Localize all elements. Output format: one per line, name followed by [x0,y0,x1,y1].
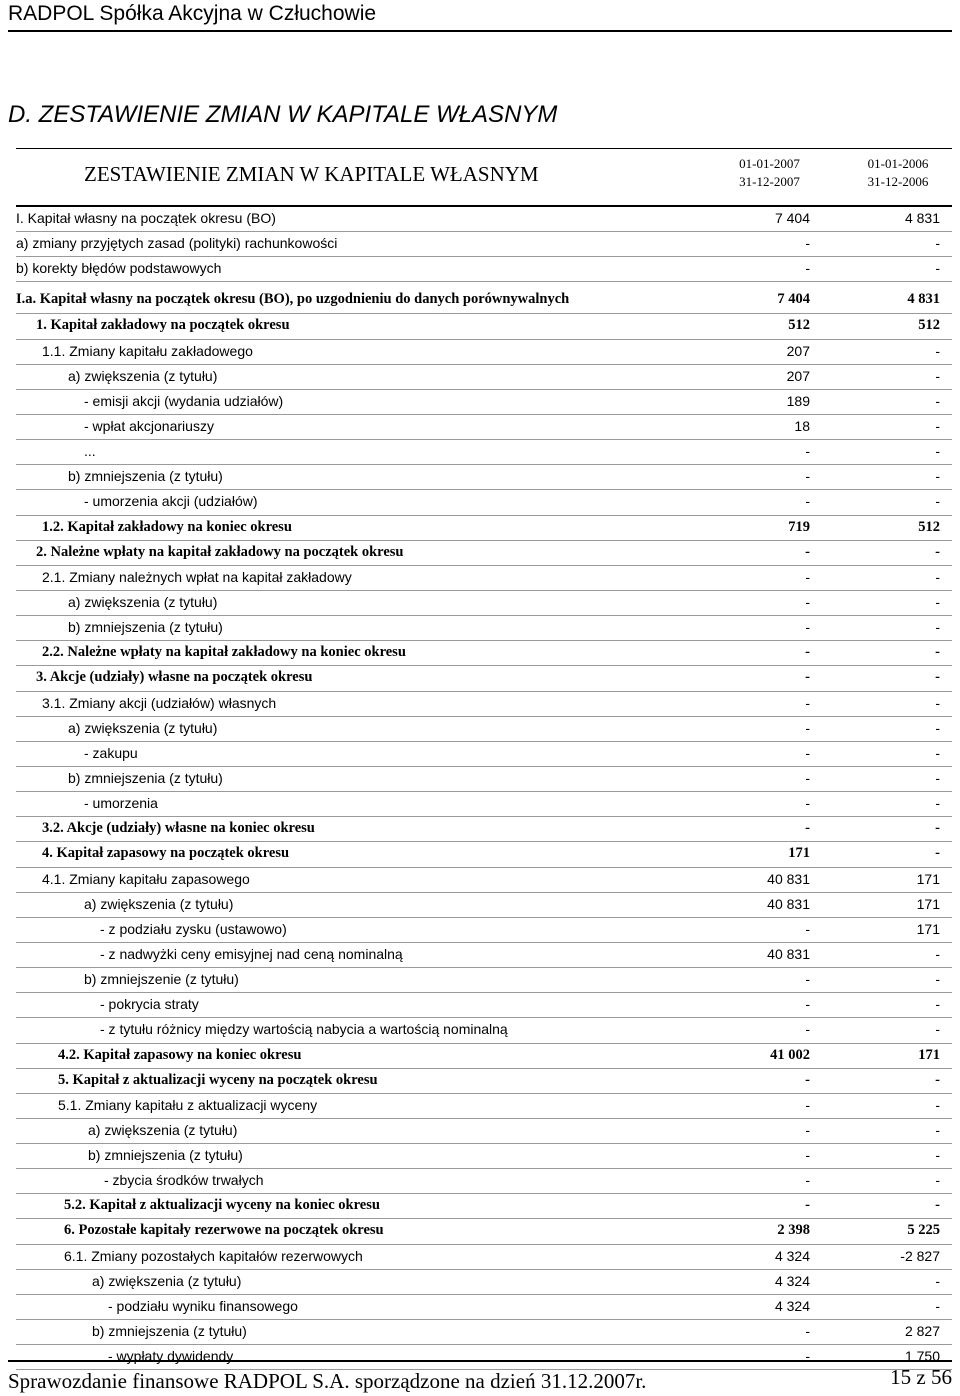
row-value-2007: 7 404 [777,291,810,308]
row-value-2006: 171 [916,870,940,887]
period-current-header [712,155,827,191]
row-label: - umorzenia akcji (udziałów) [84,493,258,510]
row-value-2007: 41 002 [770,1046,810,1063]
row-value-2006: 171 [916,920,940,937]
table-row [16,968,952,993]
row-value-2007: - [805,1348,810,1365]
row-value-2007: - [805,543,810,560]
table-row [16,1018,952,1043]
row-label: - zakupu [84,744,138,761]
row-value-2007: 207 [786,342,810,359]
row-value-2006: - [935,1197,940,1214]
row-value-2006: - [935,669,940,686]
row-value-2007: 18 [794,417,810,434]
row-value-2007: - [805,1172,810,1189]
row-value-2006: - [935,769,940,786]
table-row [16,340,952,365]
row-label: - wypłaty dywidendy [108,1348,234,1365]
row-value-2006: - [935,543,940,560]
row-value-2007: - [805,795,810,812]
table-row [16,282,952,314]
row-value-2006: - [935,719,940,736]
row-label: - emisji akcji (wydania udziałów) [84,392,284,409]
row-value-2006: - [935,593,940,610]
table-row [16,415,952,440]
row-label: - umorzenia [84,795,158,812]
table-row [16,1219,952,1244]
row-label: - wpłat akcjonariuszy [84,417,214,434]
row-value-2007: - [805,744,810,761]
row-value-2007: 512 [788,317,810,334]
table-row [16,1270,952,1295]
row-value-2007: - [805,644,810,661]
row-value-2006: - [935,1147,940,1164]
table-row [16,1194,952,1219]
table-row [16,666,952,691]
row-label: a) zwiększenia (z tytułu) [68,719,218,736]
row-label: 1.1. Zmiany kapitału zakładowego [42,342,253,359]
row-value-2007: - [805,719,810,736]
row-value-2007: - [805,694,810,711]
row-label: a) zwiększenia (z tytułu) [92,1272,242,1289]
table-row [16,591,952,616]
row-label: 1. Kapitał zakładowy na początek okresu [36,317,290,334]
row-value-2006: - [935,644,940,661]
table-row [16,1295,952,1320]
row-value-2006: 171 [918,1046,940,1063]
table-row [16,440,952,465]
row-value-2006: - [935,468,940,485]
row-label: a) zwiększenia (z tytułu) [88,1121,238,1138]
table-row [16,842,952,867]
row-label: 4. Kapitał zapasowy na początek okresu [42,845,290,862]
period-previous-header [844,155,952,191]
row-value-2006: 5 225 [907,1222,940,1239]
table-row [16,1169,952,1194]
company-name: RADPOL Spółka Akcyjna w Człuchowie [8,2,377,25]
row-value-2006: - [935,260,940,277]
page-header [8,0,952,32]
row-label: b) zmniejszenia (z tytułu) [68,468,223,485]
table-row [16,1245,952,1270]
row-value-2006: - [935,417,940,434]
page-number: 15 z 56 [890,1365,952,1389]
row-value-2007: - [805,920,810,937]
row-value-2006: -2 827 [900,1247,940,1264]
row-label: 3.1. Zmiany akcji (udziałów) własnych [42,694,277,711]
row-label: ... [84,443,96,460]
row-value-2006: - [935,1071,940,1088]
row-value-2007: 189 [786,392,810,409]
row-label: 4.2. Kapitał zapasowy na koniec okresu [58,1046,302,1063]
row-value-2007: 4 324 [774,1247,810,1264]
row-value-2006: - [935,795,940,812]
row-label: a) zmiany przyjętych zasad (polityki) rachunkowości [16,235,338,252]
row-value-2006: - [935,945,940,962]
row-label: 6.1. Zmiany pozostałych kapitałów rezerwowych [64,1247,363,1264]
row-value-2006: - [935,996,940,1013]
row-value-2007: - [805,493,810,510]
row-label: I. Kapitał własny na początek okresu (BO) [16,210,276,226]
table-row [16,893,952,918]
row-value-2007: 2 398 [777,1222,810,1239]
row-value-2007: - [805,669,810,686]
table-row [16,868,952,893]
row-label: 6. Pozostałe kapitały rezerwowe na początek okresu [64,1222,384,1239]
table-row [16,232,952,257]
row-label: I.a. Kapitał własny na początek okresu (BO), po uzgodnieniu do danych porównywalnych [16,291,570,308]
row-label: 5. Kapitał z aktualizacji wyceny na początek okresu [58,1071,378,1088]
table-row [16,1069,952,1094]
table-row [16,817,952,842]
row-label: b) zmniejszenia (z tytułu) [68,769,223,786]
table-row [16,465,952,490]
row-value-2007: - [805,468,810,485]
row-value-2007: - [805,593,810,610]
table-row [16,792,952,817]
row-value-2007: - [805,769,810,786]
row-value-2007: - [805,1197,810,1214]
row-value-2006: - [935,1096,940,1113]
row-value-2006: 512 [918,317,940,334]
row-value-2006: - [935,493,940,510]
row-value-2007: 4 324 [774,1272,810,1289]
statement-title: ZESTAWIENIE ZMIAN W KAPITALE WŁASNYM [84,162,539,186]
table-row [16,1044,952,1069]
table-row [16,1320,952,1345]
row-value-2006: - [935,367,940,384]
table-row [16,390,952,415]
table-row [16,641,952,666]
table-row [16,717,952,742]
row-value-2006: - [935,1172,940,1189]
table-row [16,516,952,541]
row-value-2007: - [805,443,810,460]
table-row [16,490,952,515]
row-value-2007: - [805,1071,810,1088]
table-row [16,257,952,282]
row-label: a) zwiększenia (z tytułu) [68,367,218,384]
period-previous-to: 31-12-2006 [867,174,929,189]
period-current-from: 01-01-2007 [739,156,800,171]
row-label: a) zwiększenia (z tytułu) [68,593,218,610]
row-label: - podziału wyniku finansowego [108,1297,298,1314]
row-label: b) zmniejszenia (z tytułu) [92,1323,247,1340]
row-value-2006: - [935,568,940,585]
row-value-2007: - [805,1096,810,1113]
row-value-2006: - [935,1297,940,1314]
page-footer [8,1360,952,1396]
row-label: 1.2. Kapitał zakładowy na koniec okresu [42,518,292,535]
row-label: 2.1. Zmiany należnych wpłat na kapitał zakładowy [42,568,352,585]
row-value-2006: - [935,1121,940,1138]
row-value-2006: - [935,845,940,862]
row-value-2006: 512 [918,518,940,535]
row-label: 2. Należne wpłaty na kapitał zakładowy na początek okresu [36,543,404,560]
row-value-2007: - [805,1147,810,1164]
row-label: b) korekty błędów podstawowych [16,260,222,277]
row-value-2007: 207 [786,367,810,384]
row-label: a) zwiększenia (z tytułu) [84,895,234,912]
row-label: 4.1. Zmiany kapitału zapasowego [42,870,250,887]
row-value-2006: 1 750 [904,1348,940,1365]
row-label: - pokrycia straty [100,996,199,1013]
row-value-2006: - [935,971,940,988]
row-value-2007: 171 [788,845,810,862]
table-row [16,365,952,390]
row-value-2006: - [935,342,940,359]
row-value-2007: - [805,820,810,837]
table-row [16,692,952,717]
row-value-2007: - [805,619,810,636]
table-row [16,314,952,339]
row-value-2007: - [805,1021,810,1038]
row-value-2007: - [805,996,810,1013]
row-label: b) zmniejszenia (z tytułu) [88,1147,243,1164]
section-title: D. ZESTAWIENIE ZMIAN W KAPITALE WŁASNYM [8,101,558,128]
row-value-2006: - [935,744,940,761]
table-row [16,742,952,767]
row-value-2006: - [935,443,940,460]
row-label: 2.2. Należne wpłaty na kapitał zakładowy na koniec okresu [42,644,406,661]
row-value-2007: - [805,1121,810,1138]
row-label: - z nadwyżki ceny emisyjnej nad ceną nominalną [100,945,403,962]
table-row [16,993,952,1018]
table-row [16,767,952,792]
table-row [16,541,952,566]
table-row [16,1094,952,1119]
row-value-2006: - [935,1272,940,1289]
row-value-2006: 171 [916,895,940,912]
row-value-2007: 40 831 [767,895,810,912]
period-previous-from: 01-01-2006 [867,156,929,171]
table-row [16,943,952,968]
row-value-2006: - [935,820,940,837]
row-label: b) zmniejszenia (z tytułu) [68,619,223,636]
row-value-2006: - [935,1021,940,1038]
statement-header [16,148,952,207]
row-value-2007: 719 [788,518,810,535]
table-row [16,918,952,943]
table-row [16,1144,952,1169]
row-value-2007: - [805,260,810,277]
row-value-2007: - [805,235,810,252]
table-row [16,616,952,641]
period-current-to: 31-12-2007 [739,174,800,189]
equity-changes-table [16,207,952,1370]
row-label: 5.2. Kapitał z aktualizacji wyceny na koniec okresu [64,1197,380,1214]
row-value-2007: - [805,1323,810,1340]
row-value-2006: - [935,694,940,711]
row-label: b) zmniejszenie (z tytułu) [84,971,239,988]
row-value-2007: - [805,971,810,988]
row-value-2006: - [935,235,940,252]
row-value-2007: 40 831 [767,945,810,962]
row-label: - z tytułu różnicy między wartością nabycia a wartością nominalną [100,1021,508,1038]
row-value-2006: - [935,619,940,636]
row-value-2007: 7 404 [774,210,810,226]
table-row [16,566,952,591]
row-label: - z podziału zysku (ustawowo) [100,920,287,937]
footer-text: Sprawozdanie finansowe RADPOL S.A. sporządzone na dzień 31.12.2007r. [8,1369,647,1393]
row-value-2006: - [935,392,940,409]
row-value-2006: 2 827 [904,1323,940,1340]
row-value-2007: - [805,568,810,585]
row-label: 5.1. Zmiany kapitału z aktualizacji wyceny [58,1096,318,1113]
row-value-2007: 40 831 [767,870,810,887]
row-label: 3. Akcje (udziały) własne na początek okresu [36,669,313,686]
row-value-2006: 4 831 [904,210,940,226]
table-row [16,1119,952,1144]
row-value-2007: 4 324 [774,1297,810,1314]
row-label: - zbycia środków trwałych [104,1172,264,1189]
table-row [16,207,952,232]
row-value-2006: 4 831 [907,291,940,308]
row-label: 3.2. Akcje (udziały) własne na koniec okresu [42,820,315,837]
